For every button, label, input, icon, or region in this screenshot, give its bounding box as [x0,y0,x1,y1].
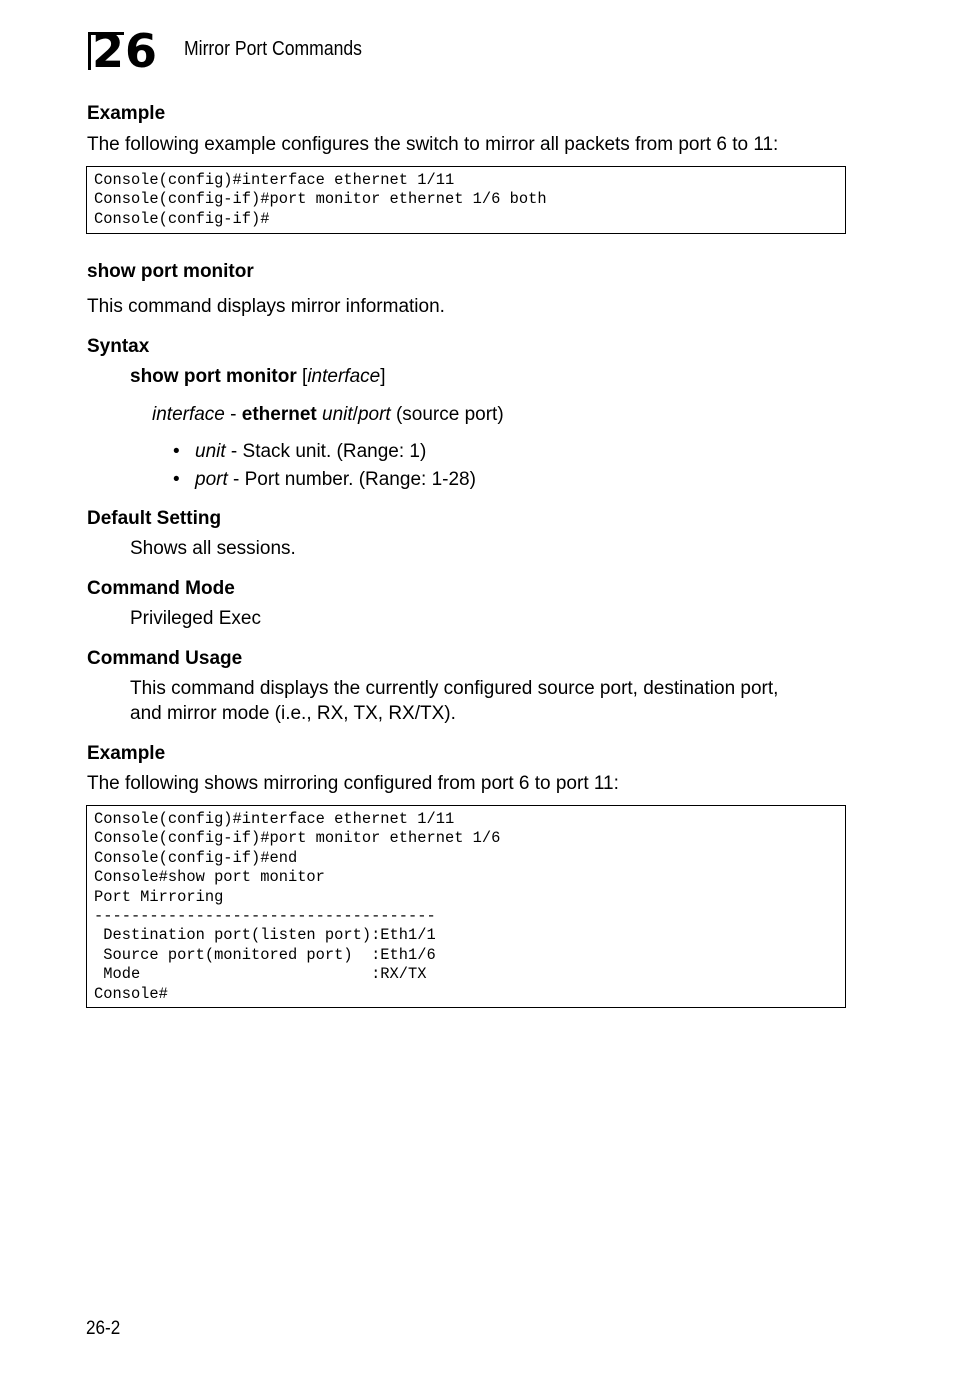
param-name: interface [152,404,225,425]
code-line: Console(config-if)#port monitor ethernet 1/6 both [94,190,547,209]
bullet-icon: • [173,469,180,490]
syntax-open-bracket: [ [296,366,308,387]
command-mode-text: Privileged Exec [130,608,261,629]
chapter-number-digits: 26 [92,24,159,78]
page-number: 26-2 [86,1318,121,1339]
command-usage-heading: Command Usage [87,648,243,669]
bullet-text: - Port number. (Range: 1-28) [227,469,476,490]
default-setting-heading: Default Setting [87,508,222,529]
command-usage-line-2: and mirror mode (i.e., RX, TX, RX/TX). [130,703,456,724]
bullet-term: unit [195,441,226,462]
example-description: The following shows mirroring configured from port 6 to port 11: [87,773,619,794]
param-definition [152,404,504,426]
code-line: Console(config-if)#end [94,848,298,867]
code-line: Port Mirroring [94,887,224,906]
command-usage-line-1: This command displays the currently configured source port, destination port, [130,678,779,699]
param-suffix: (source port) [390,404,504,425]
code-line: Console(config)#interface ethernet 1/11 [94,810,455,828]
code-line: ------------------------------------- [94,907,436,926]
code-line: Console#show port monitor [94,868,325,887]
bullet-text: - Stack unit. (Range: 1) [225,441,427,462]
code-line: Console(config-if)#port monitor ethernet 1/6 [94,829,501,848]
command-title: show port monitor [87,261,254,282]
syntax-param: interface [307,366,381,387]
syntax-heading: Syntax [87,336,150,357]
chapter-title: Mirror Port Commands [184,38,362,60]
code-line: Console(config)#interface ethernet 1/11 [94,171,455,189]
param-unit: unit [322,404,353,425]
list-item [173,469,476,491]
param-sep: - [224,404,242,425]
bullet-term: port [195,469,228,490]
default-setting-text: Shows all sessions. [130,538,296,559]
command-mode-heading: Command Mode [87,578,235,599]
chapter-number [88,24,166,78]
param-port: port [357,404,391,425]
syntax-command: show port monitor [130,366,297,387]
syntax-close-bracket: ] [380,366,386,387]
code-line: Source port(monitored port) :Eth1/6 [94,945,436,964]
example-heading: Example [87,103,166,124]
example-heading: Example [87,743,166,764]
code-line: Mode :RX/TX [94,965,427,984]
command-description: This command displays mirror information. [87,296,445,317]
code-line: Destination port(listen port):Eth1/1 [94,926,436,945]
bullet-icon: • [173,441,180,462]
code-line: Console# [94,984,168,1003]
syntax-line [130,366,385,388]
param-slash: / [352,404,358,425]
list-item [173,441,427,463]
code-line: Console(config-if)# [94,209,270,228]
code-block-show-port-monitor [86,805,846,1008]
example-description: The following example configures the switch to mirror all packets from port 6 to 11: [87,134,779,155]
code-block-config [86,166,846,234]
param-keyword: ethernet [241,404,317,425]
